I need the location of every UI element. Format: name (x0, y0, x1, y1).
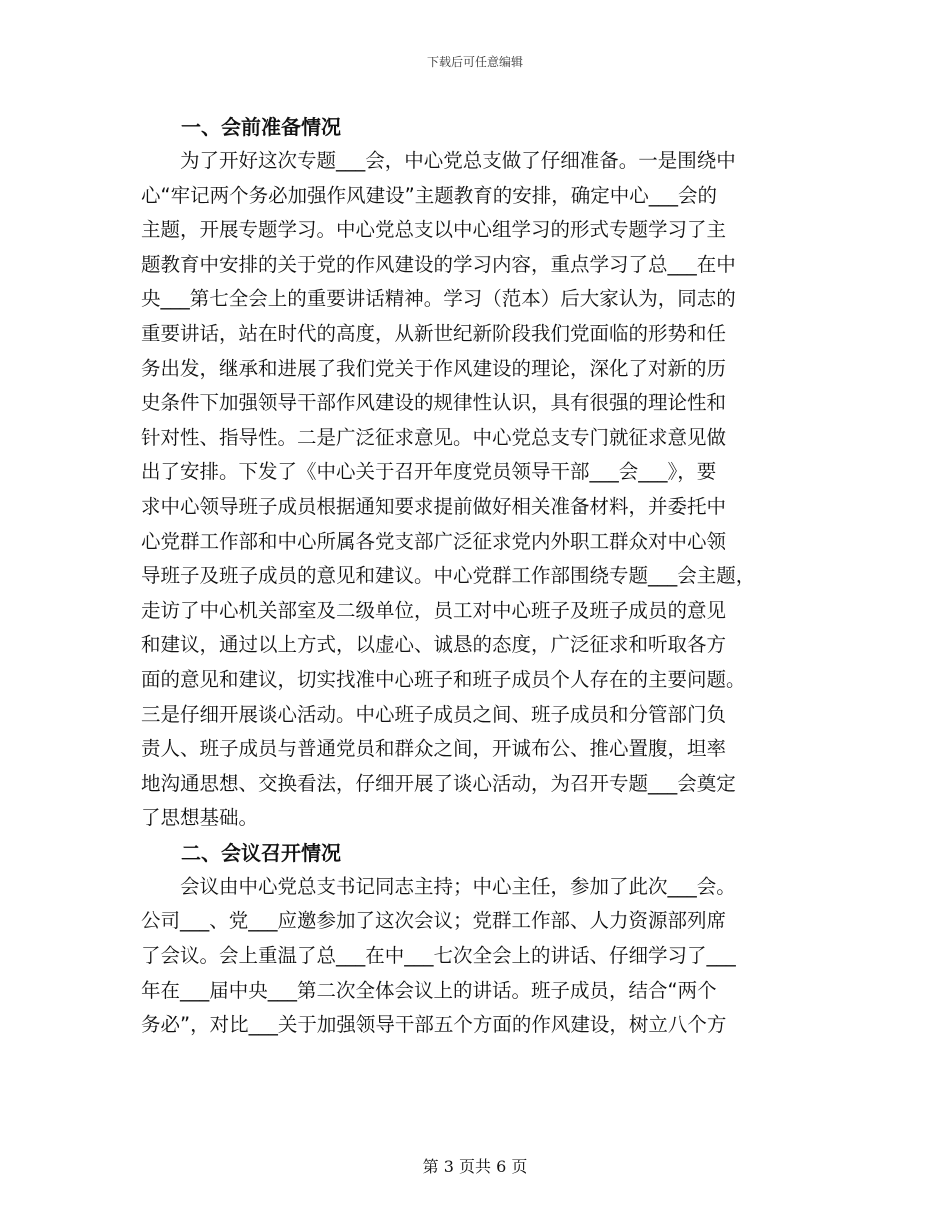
paragraph-line: 和建议，通过以上方式，以虚心、诚恳的态度，广泛征求和听取各方 (141, 633, 727, 657)
section-2-paragraph (141, 870, 821, 1043)
paragraph-line: 了会议。会上重温了总___在中___七次全会上的讲话、仔细学习了___ (141, 944, 736, 968)
paragraph-line: 务出发，继承和进展了我们党关于作风建设的理论，深化了对新的历 (141, 356, 727, 380)
section-1-heading: 一、会前准备情况 (181, 115, 341, 139)
paragraph-line: 务必”，对比___关于加强领导干部五个方面的作风建设，树立八个方 (141, 1013, 727, 1037)
document-body (141, 110, 821, 1043)
paragraph-line: 史条件下加强领导干部作风建设的规律性认识，具有很强的理论性和 (141, 391, 727, 415)
paragraph-line: 地沟通思想、交换看法，仔细开展了谈心活动，为召开专题___会奠定 (141, 771, 736, 795)
paragraph-line: 会议由中心党总支书记同志主持；中心主任，参加了此次___会。 (141, 874, 736, 898)
paragraph-line: 重要讲话，站在时代的高度，从新世纪新阶段我们党面临的形势和任 (141, 321, 727, 345)
paragraph-line: 为了开好这次专题___会，中心党总支做了仔细准备。一是围绕中 (141, 149, 736, 172)
paragraph-line: 了思想基础。 (141, 806, 259, 830)
page-header-note: 下载后可任意编辑 (426, 55, 523, 69)
paragraph-line: 责人、班子成员与普通党员和群众之间，开诚布公、推心置腹，坦率 (141, 737, 727, 761)
paragraph-line: 求中心领导班子成员根据通知要求提前做好相关准备材料，并委托中 (141, 494, 727, 518)
paragraph-line: 导班子及班子成员的意见和建议。中心党群工作部围绕专题___会主题， (141, 564, 756, 588)
paragraph-line: 走访了中心机关部室及二级单位，员工对中心班子及班子成员的意见 (141, 598, 727, 622)
paragraph-line: 公司___、党___应邀参加了这次会议；党群工作部、人力资源部列席 (141, 909, 727, 933)
paragraph-line: 面的意见和建议，切实找准中心班子和班子成员个人存在的主要问题。 (141, 667, 746, 691)
paragraph-line: 主题，开展专题学习。中心党总支以中心组学习的形式专题学习了主 (141, 218, 727, 242)
paragraph-line: 题教育中安排的关于党的作风建设的学习内容，重点学习了总___在中 (141, 252, 736, 276)
paragraph-line: 心党群工作部和中心所属各党支部广泛征求党内外职工群众对中心领 (141, 529, 727, 553)
section-1-paragraph (141, 144, 821, 836)
paragraph-line: 心“牢记两个务必加强作风建设”主题教育的安排，确定中心___会的 (141, 183, 717, 207)
paragraph-line: 出了安排。下发了《中心关于召开年度党员领导干部___会___》，要 (141, 460, 717, 484)
page-footer: 第 3 页共 6 页 (422, 1157, 528, 1176)
paragraph-line: 央___第七全会上的重要讲话精神。学习（范本）后大家认为，同志的 (141, 287, 736, 311)
paragraph-line: 针对性、指导性。二是广泛征求意见。中心党总支专门就征求意见做 (141, 425, 727, 449)
section-2-heading: 二、会议召开情况 (181, 840, 341, 865)
paragraph-line: 三是仔细开展谈心活动。中心班子成员之间、班子成员和分管部门负 (141, 702, 727, 726)
paragraph-line: 年在___届中央___第二次全体会议上的讲话。班子成员，结合“两个 (141, 978, 717, 1002)
